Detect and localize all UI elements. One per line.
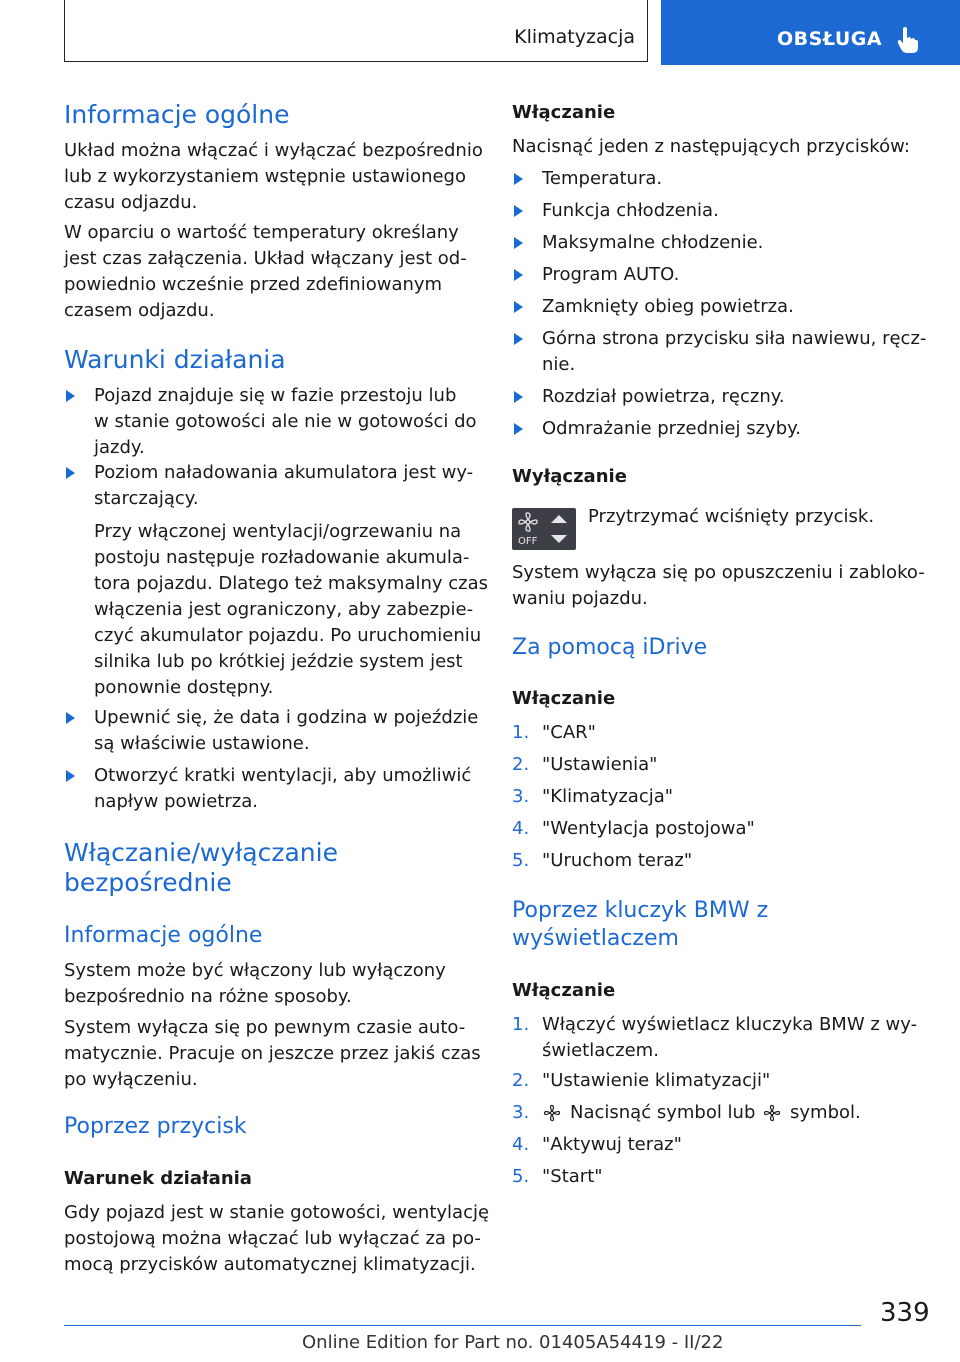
bullet-triangle-icon — [514, 301, 523, 313]
info-text: lub z wykorzystaniem wstępnie ustawionego — [64, 166, 466, 187]
condition-text: Gdy pojazd jest w stanie gotowości, wentylację — [64, 1202, 490, 1223]
heading-info: Informacje ogólne — [64, 100, 290, 129]
bullet-triangle-icon — [66, 770, 75, 782]
off-paragraph: System wyłącza się po opuszczeniu i zabloko- — [512, 562, 925, 583]
heading-button: Poprzez przycisk — [64, 1114, 247, 1139]
key-step: symbol. — [790, 1102, 861, 1123]
bullet-triangle-icon — [514, 173, 523, 185]
off-label: OFF — [518, 536, 538, 547]
condition-text: mocą przycisków automatycznej klimatyzacji. — [64, 1254, 476, 1275]
condition-item: silnika lub po krótkiej jeździe system jest — [94, 651, 463, 672]
key-step: Włączyć wyświetlacz kluczyka BMW z wy- — [542, 1014, 918, 1035]
on-button-item: Funkcja chłodzenia. — [542, 200, 719, 221]
info2-text: matycznie. Pracuje on jeszcze przez jakiś czas — [64, 1043, 481, 1064]
on-button-item: Temperatura. — [542, 168, 663, 189]
step-number: 1. — [512, 1014, 530, 1035]
heading-direct: Włączanie/wyłączanie — [64, 838, 338, 867]
step-number: 5. — [512, 1166, 530, 1187]
condition-item: włączenia jest ograniczony, aby zabezpie- — [94, 599, 474, 620]
step-number: 1. — [512, 722, 530, 743]
idrive-step: "CAR" — [542, 722, 596, 743]
heading-idrive: Za pomocą iDrive — [512, 635, 708, 660]
subheading-on2: Włączanie — [512, 688, 616, 709]
condition-item: czyć akumulator pojazdu. Po uruchomieniu — [94, 625, 482, 646]
condition-item: tora pojazdu. Dlatego też maksymalny czas — [94, 573, 489, 594]
page-number: 339 — [880, 1298, 930, 1328]
header-tab-label: OBSŁUGA — [777, 28, 883, 50]
step-number: 3. — [512, 1102, 530, 1123]
subheading-off: Wyłączanie — [512, 466, 627, 487]
idrive-step: "Wentylacja postojowa" — [542, 818, 755, 839]
step-number: 2. — [512, 1070, 530, 1091]
header-tab[interactable] — [661, 0, 960, 65]
on-button-item: Rozdział powietrza, ręczny. — [542, 386, 785, 407]
condition-item: Pojazd znajduje się w fazie przestoju lub — [94, 385, 457, 406]
bullet-triangle-icon — [514, 333, 523, 345]
subheading-on3: Włączanie — [512, 980, 616, 1001]
info-text: czasu odjazdu. — [64, 192, 198, 213]
key-step: "Ustawienie klimatyzacji" — [542, 1070, 771, 1091]
info-text: powiednio wcześnie przed zdefiniowanym — [64, 274, 443, 295]
info-text: czasem odjazdu. — [64, 300, 215, 321]
on-button-item: Górna strona przycisku siła nawiewu, ręcz- — [542, 328, 927, 349]
on-button-item: Zamknięty obieg powietrza. — [542, 296, 794, 317]
on-button-item: Odmrażanie przedniej szyby. — [542, 418, 801, 439]
condition-item: Poziom naładowania akumulatora jest wy- — [94, 462, 474, 483]
on-button-item: Program AUTO. — [542, 264, 680, 285]
info2-text: bezpośrednio na różne sposoby. — [64, 986, 352, 1007]
off-paragraph: waniu pojazdu. — [512, 588, 648, 609]
idrive-step: "Ustawienia" — [542, 754, 658, 775]
condition-text: postojową można włączać lub wyłączać za po- — [64, 1228, 481, 1249]
heading-key: Poprzez kluczyk BMW z — [512, 898, 769, 923]
condition-item: starczający. — [94, 488, 199, 509]
condition-item: Przy włączonej wentylacji/ogrzewaniu na — [94, 521, 462, 542]
footer-edition: Online Edition for Part no. 01405A54419 - II/22 — [302, 1332, 724, 1353]
on-button-item: nie. — [542, 354, 576, 375]
heading-key: wyświetlaczem — [512, 926, 679, 951]
heading-conditions: Warunki działania — [64, 345, 286, 374]
condition-item: postoju następuje rozładowanie akumula- — [94, 547, 470, 568]
subheading-on: Włączanie — [512, 102, 616, 123]
key-step: "Aktywuj teraz" — [542, 1134, 682, 1155]
key-step: Nacisnąć symbol lub — [570, 1102, 756, 1123]
info-text: Układ można włączać i wyłączać bezpośrednio — [64, 140, 483, 161]
info2-text: System może być włączony lub wyłączony — [64, 960, 446, 981]
heading-info2: Informacje ogólne — [64, 923, 263, 948]
footer-rule — [64, 1325, 861, 1326]
bullet-triangle-icon — [514, 423, 523, 435]
key-step: świetlaczem. — [542, 1040, 659, 1061]
on-button-item: Maksymalne chłodzenie. — [542, 232, 764, 253]
bullet-triangle-icon — [66, 467, 75, 479]
condition-item: ponownie dostępny. — [94, 677, 274, 698]
bullet-triangle-icon — [66, 712, 75, 724]
fan-icon — [762, 1103, 782, 1123]
info2-text: System wyłącza się po pewnym czasie auto- — [64, 1017, 466, 1038]
info2-text: po wyłączeniu. — [64, 1069, 198, 1090]
on-intro: Nacisnąć jeden z następujących przycisków: — [512, 136, 910, 157]
bullet-triangle-icon — [66, 390, 75, 402]
fan-icon — [542, 1103, 562, 1123]
condition-item: są właściwie ustawione. — [94, 733, 310, 754]
info-text: W oparciu o wartość temperatury określany — [64, 222, 459, 243]
bullet-triangle-icon — [514, 269, 523, 281]
step-number: 4. — [512, 1134, 530, 1155]
idrive-step: "Klimatyzacja" — [542, 786, 674, 807]
step-number: 3. — [512, 786, 530, 807]
header-section-title: Klimatyzacja — [514, 26, 635, 48]
condition-item: Upewnić się, że data i godzina w pojeździe — [94, 707, 479, 728]
condition-item: w stanie gotowości ale nie w gotowości do — [94, 411, 477, 432]
off-text: Przytrzymać wciśnięty przycisk. — [588, 506, 875, 527]
condition-item: jazdy. — [94, 437, 145, 458]
info-text: jest czas załączenia. Układ włączany jest od- — [64, 248, 467, 269]
bullet-triangle-icon — [514, 205, 523, 217]
fan-off-button-icon — [512, 508, 576, 550]
subheading-condition: Warunek działania — [64, 1168, 252, 1189]
key-step: "Start" — [542, 1166, 603, 1187]
heading-direct: bezpośrednie — [64, 868, 232, 897]
step-number: 4. — [512, 818, 530, 839]
step-number: 2. — [512, 754, 530, 775]
step-number: 5. — [512, 850, 530, 871]
bullet-triangle-icon — [514, 391, 523, 403]
bullet-triangle-icon — [514, 237, 523, 249]
condition-item: Otworzyć kratki wentylacji, aby umożliwić — [94, 765, 472, 786]
pointing-hand-icon — [897, 26, 919, 54]
condition-item: napływ powietrza. — [94, 791, 258, 812]
header-section-box — [64, 0, 648, 62]
idrive-step: "Uruchom teraz" — [542, 850, 693, 871]
